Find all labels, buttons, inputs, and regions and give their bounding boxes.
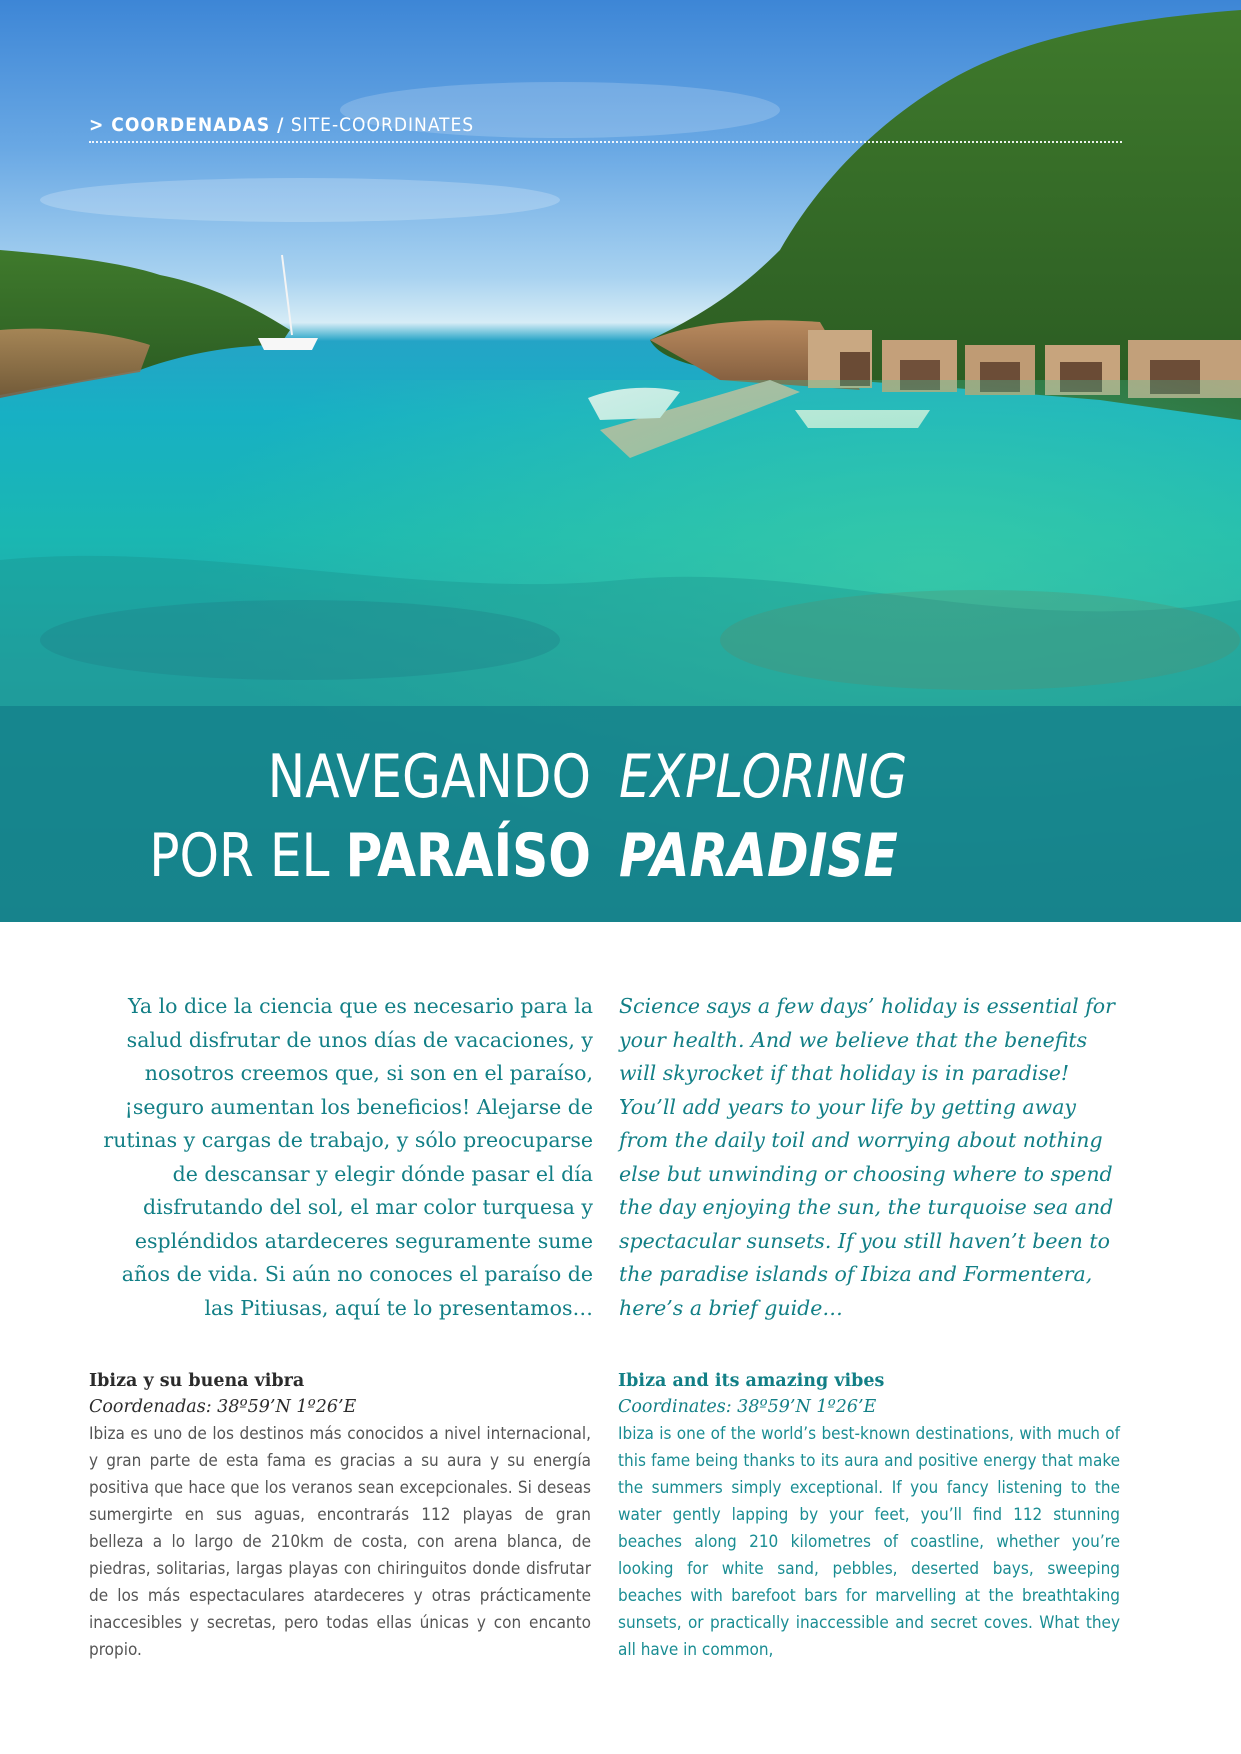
section-body-en: Ibiza is one of the world’s best-known destinations, with much of this fame being thanks to its aura and positive energy that make the summers simply exceptional. If you fancy listening to the water gently lapping by your feet, you’ll find 112 stunning beaches along 210 kilometres of coastline, whether you’re looking for white sand, pebbles, deserted bays, sweeping beaches with barefoot bars for marvelling at the breathtaking sunsets, or practically inaccessible and secret coves. What they all have in common,	[618, 1424, 1120, 1660]
section-heading-es: Ibiza y su buena vibra	[89, 1371, 305, 1391]
page-title-en	[619, 738, 907, 896]
section-heading-en: Ibiza and its amazing vibes	[618, 1371, 885, 1391]
section-body-es: Ibiza es uno de los destinos más conocidos a nivel internacional, y gran parte de esta fama es gracias a su aura y su energía positiva que hace que los veranos sean excepcionales. Si deseas sumergirte en sus aguas, encontrarás 112 playas de gran belleza a lo largo de 210km de costa, con arena blanca, de piedras, solitarias, largas playas con chiringuitos donde disfrutar de los más espectaculares atardeceres y otras prácticamente inaccesibles y secretas, pero todas ellas únicas y con encanto propio.	[89, 1424, 591, 1660]
title-es-line2	[149, 817, 591, 896]
section-coordinates-es: Coordenadas: 38º59’N 1º26’E	[89, 1397, 357, 1417]
dotted-divider	[89, 141, 1122, 143]
section-label-en: SITE-COORDINATES	[290, 114, 475, 136]
title-en-line1: EXPLORING	[619, 742, 908, 812]
intro-paragraph-en: Science says a few days’ holiday is essential for your health. And we believe that the benefits will skyrocket if that holiday is in paradise! You’ll add years to your life by getting away from the daily toil and worrying about nothing else but unwinding or choosing where to spend the day enjoying the sun, the turquoise sea and spectacular sunsets. If you still haven’t been to the paradise islands of Ibiza and Formentera, here’s a brief guide…	[619, 994, 1115, 1320]
section-ibiza-es	[89, 1368, 591, 1664]
intro-paragraph-es: Ya lo dice la ciencia que es necesario para la salud disfrutar de unos días de vacaciones, y nosotros creemos que, si son en el paraíso, ¡seguro aumentan los beneficios! Alejarse de rutinas y cargas de trabajo, y sólo preocuparse de descansar y elegir dónde pasar el día disfrutando del sol, el mar color turquesa y espléndidos atardeceres seguramente sume años de vida. Si aún no conoces el paraíso de las Pitiusas, aquí te lo presentamos…	[103, 994, 593, 1320]
title-en-line2: PARADISE	[619, 821, 898, 891]
section-label-es: > COORDENADAS /	[89, 114, 285, 136]
title-es-line2-bold: PARAÍSO	[345, 821, 591, 891]
section-kicker	[89, 114, 474, 136]
title-es-line1: NAVEGANDO	[267, 742, 591, 812]
page-title-es	[149, 738, 591, 896]
title-es-line2-light: POR EL	[149, 821, 346, 891]
section-coordinates-en: Coordinates: 38º59’N 1º26’E	[618, 1397, 877, 1417]
section-ibiza-en	[618, 1368, 1120, 1664]
